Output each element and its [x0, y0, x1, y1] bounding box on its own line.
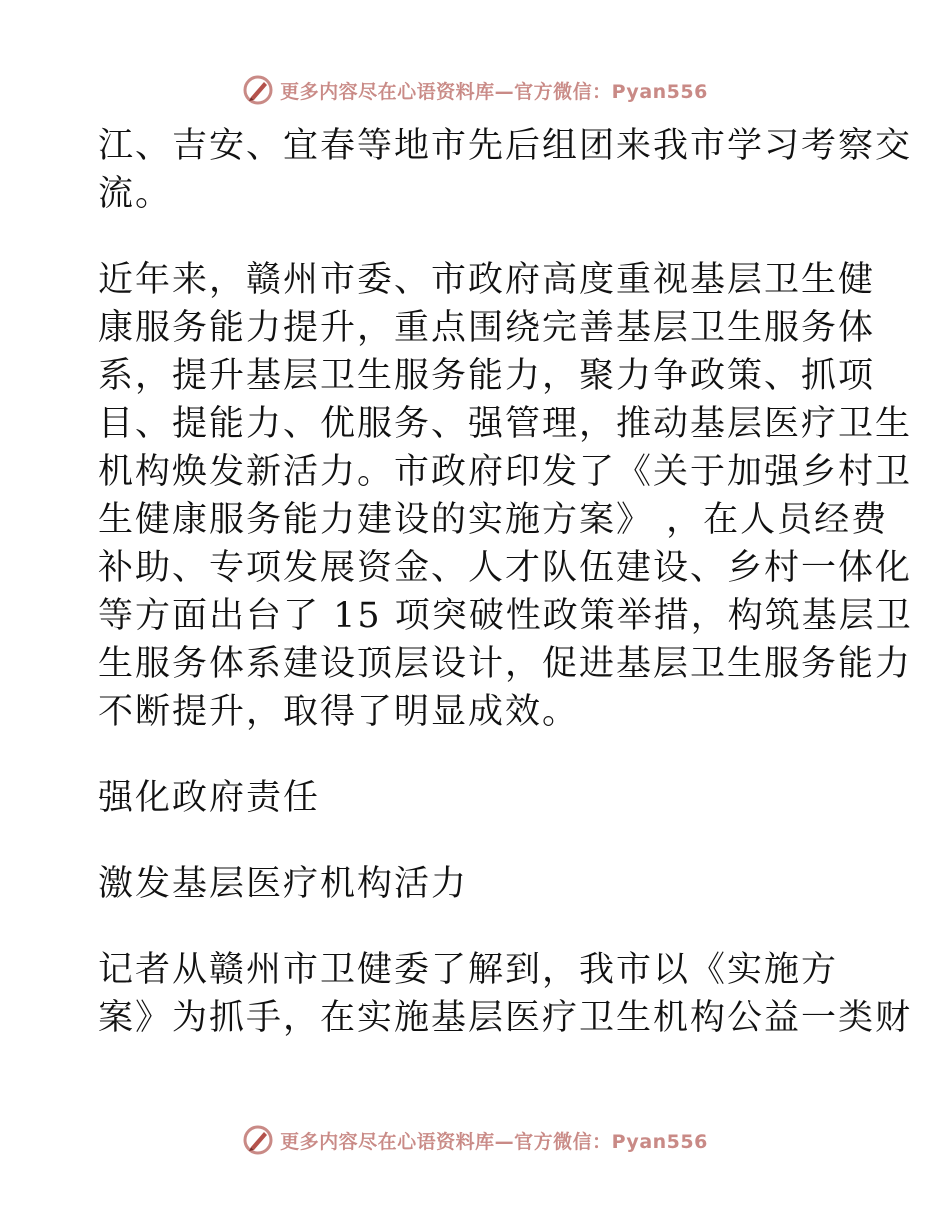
header-watermark [0, 70, 950, 110]
text-line: 不断提升，取得了明显成效。 [98, 692, 580, 732]
text-line: 生服务体系建设顶层设计，促进基层卫生服务能力 [98, 644, 913, 684]
paragraph [98, 946, 913, 1042]
text-line: 机构焕发新活力。市政府印发了《关于加强乡村卫 [98, 452, 913, 492]
footer-watermark [0, 1120, 950, 1160]
watermark-text: 更多内容尽在心语资料库—官方微信：Pyan556 [280, 1130, 708, 1153]
heading-line: 强化政府责任 [98, 778, 321, 818]
paragraph [98, 256, 913, 736]
text-line: 系，提升基层卫生服务能力，聚力争政策、抓项 [98, 356, 876, 396]
text-line: 近年来，赣州市委、市政府高度重视基层卫生健 [98, 260, 876, 300]
text-line: 江、吉安、宜春等地市先后组团来我市学习考察交 [98, 126, 913, 166]
text-line: 目、提能力、优服务、强管理，推动基层医疗卫生 [98, 404, 913, 444]
text-line: 案》为抓手，在实施基层医疗卫生机构公益一类财 [98, 998, 913, 1038]
heading-line: 激发基层医疗机构活力 [98, 864, 469, 904]
text-line: 康服务能力提升，重点围绕完善基层卫生服务体 [98, 308, 876, 348]
text-line: 记者从赣州市卫健委了解到，我市以《实施方 [98, 950, 839, 990]
document-body [98, 122, 913, 1042]
paragraph [98, 122, 913, 218]
pen-circle-logo-icon [242, 1124, 274, 1156]
section-heading [98, 860, 858, 908]
text-line: 生健康服务能力建设的实施方案》 ，在人员经费 [98, 500, 889, 540]
watermark-text: 更多内容尽在心语资料库—官方微信：Pyan556 [280, 80, 708, 103]
text-line: 流。 [98, 174, 173, 214]
section-heading [98, 774, 858, 822]
text-line: 等方面出台了 15 项突破性政策举措，构筑基层卫 [98, 596, 913, 636]
pen-circle-logo-icon [242, 74, 274, 106]
text-line: 补助、专项发展资金、人才队伍建设、乡村一体化 [98, 548, 913, 588]
